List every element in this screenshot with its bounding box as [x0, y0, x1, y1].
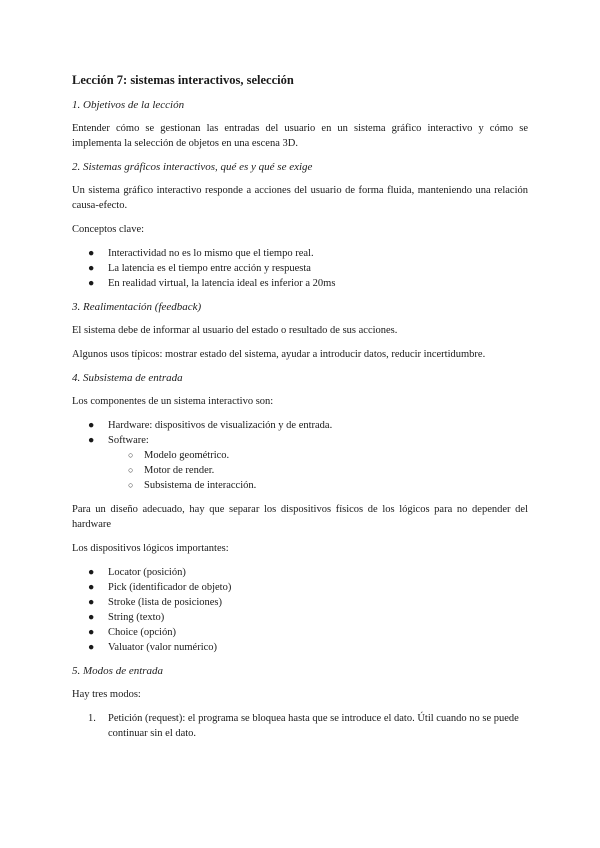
paragraph: Los dispositivos lógicos importantes: — [72, 543, 229, 554]
list-item: ● Valuator (valor numérico) — [88, 642, 218, 653]
circle-bullet-icon: ○ — [128, 465, 134, 475]
bullet-list — [72, 418, 528, 493]
bullet-list — [72, 565, 528, 655]
circle-bullet-icon: ○ — [128, 450, 134, 460]
list-item: ● Locator (posición) — [88, 567, 186, 578]
section-heading-systems: 2. Sistemas gráficos interactivos, qué es y qué se exige — [72, 161, 313, 173]
list-item: ● String (texto) — [88, 612, 165, 623]
list-item: ● En realidad virtual, la latencia ideal es inferior a 20ms — [88, 278, 336, 289]
circle-bullet-icon: ○ — [128, 480, 134, 490]
bullet-icon: ● — [88, 627, 95, 638]
list-item: 1. Petición (request): el programa se bloquea hasta que se introduce el dato. Útil cuando no se puede continuar sin el dato. — [88, 713, 519, 739]
bullet-list — [72, 246, 528, 291]
page-title: Lección 7: sistemas interactivos, selección — [72, 73, 294, 87]
bullet-icon: ● — [88, 435, 95, 446]
list-item: ● Stroke (lista de posiciones) — [88, 597, 223, 608]
bullet-icon: ● — [88, 597, 95, 608]
numbered-list — [72, 711, 528, 741]
paragraph: Entender cómo se gestionan las entradas del usuario en un sistema gráfico interactivo y cómo se implementa la selección de objetos en una escena 3D. — [72, 123, 528, 149]
list-item: ● Software: — [88, 435, 149, 446]
bullet-icon: ● — [88, 248, 95, 259]
bullet-icon: ● — [88, 263, 95, 274]
paragraph: El sistema debe de informar al usuario del estado o resultado de sus acciones. — [72, 325, 398, 336]
bullet-icon: ● — [88, 582, 95, 593]
section-heading-input-subsystem: 4. Subsistema de entrada — [72, 372, 183, 384]
list-item: ● Hardware: dispositivos de visualización y de entrada. — [88, 420, 333, 431]
paragraph: Hay tres modos: — [72, 689, 141, 700]
bullet-icon: ● — [88, 612, 95, 623]
paragraph: Algunos usos típicos: mostrar estado del sistema, ayudar a introducir datos, reducir incertidumbre. — [72, 349, 486, 360]
list-item: ● Choice (opción) — [88, 627, 176, 638]
paragraph: Conceptos clave: — [72, 224, 145, 235]
paragraph: Para un diseño adecuado, hay que separar los dispositivos físicos de los lógicos para no depender del hardware — [72, 504, 528, 530]
section-heading-feedback: 3. Realimentación (feedback) — [72, 301, 202, 313]
list-item: ● Pick (identificador de objeto) — [88, 582, 232, 593]
sub-list-item: ○ Modelo geométrico. — [128, 450, 230, 461]
list-number: 1. — [88, 713, 96, 724]
bullet-icon: ● — [88, 642, 95, 653]
sub-list-item: ○ Subsistema de interacción. — [128, 480, 257, 491]
list-item: ● La latencia es el tiempo entre acción y respuesta — [88, 263, 311, 274]
list-item: ● Interactividad no es lo mismo que el tiempo real. — [88, 248, 314, 259]
sub-list-item: ○ Motor de render. — [128, 465, 215, 476]
bullet-icon: ● — [88, 278, 95, 289]
paragraph: Los componentes de un sistema interactivo son: — [72, 396, 274, 407]
section-heading-input-modes: 5. Modos de entrada — [72, 665, 164, 677]
section-heading-objectives: 1. Objetivos de la lección — [72, 99, 185, 111]
bullet-icon: ● — [88, 420, 95, 431]
paragraph: Un sistema gráfico interactivo responde a acciones del usuario de forma fluida, manteniendo una relación causa-efecto. — [72, 185, 528, 211]
bullet-icon: ● — [88, 567, 95, 578]
